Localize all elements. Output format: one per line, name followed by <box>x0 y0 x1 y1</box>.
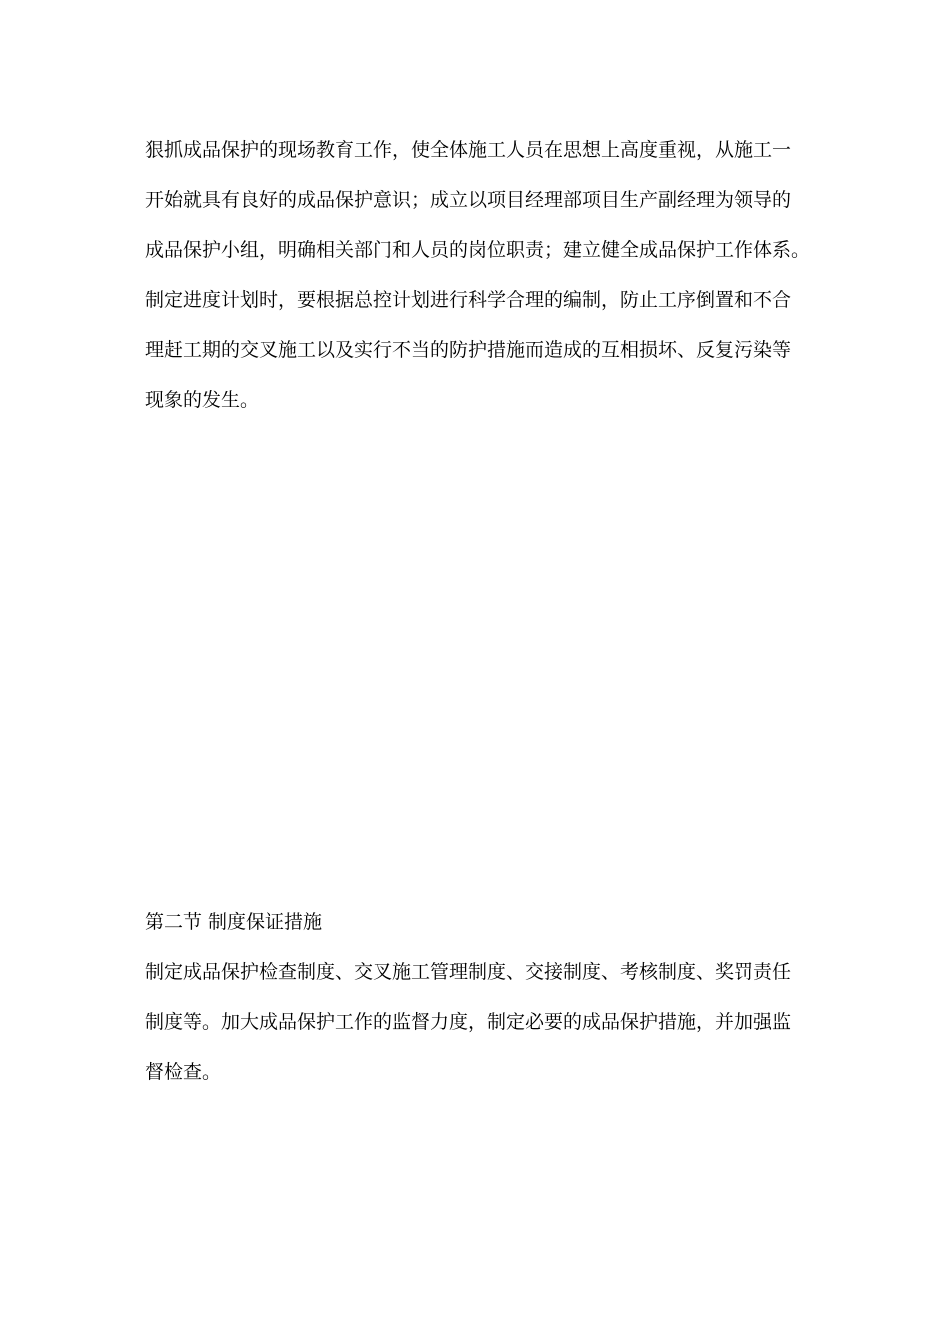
paragraph-line: 理赶工期的交叉施工以及实行不当的防护措施而造成的互相损坏、反复污染等 <box>145 339 792 361</box>
paragraph-line: 现象的发生。 <box>145 389 260 411</box>
paragraph-line: 开始就具有良好的成品保护意识；成立以项目经理部项目生产副经理为领导的 <box>145 189 792 211</box>
paragraph-line: 制度等。加大成品保护工作的监督力度，制定必要的成品保护措施，并加强监 <box>145 1011 792 1033</box>
paragraph-line: 制定成品保护检查制度、交叉施工管理制度、交接制度、考核制度、奖罚责任 <box>145 961 792 983</box>
paragraph-line: 制定进度计划时，要根据总控计划进行科学合理的编制，防止工序倒置和不合 <box>145 289 792 311</box>
section-institutional-measures <box>145 897 815 1097</box>
paragraph-protection-education <box>145 125 815 425</box>
paragraph-line: 成品保护小组，明确相关部门和人员的岗位职责；建立健全成品保护工作体系。 <box>145 239 811 261</box>
paragraph-line: 狠抓成品保护的现场教育工作，使全体施工人员在思想上高度重视，从施工一 <box>145 139 792 161</box>
paragraph-line: 督检查。 <box>145 1061 222 1083</box>
section-heading: 第二节 制度保证措施 <box>145 911 323 933</box>
